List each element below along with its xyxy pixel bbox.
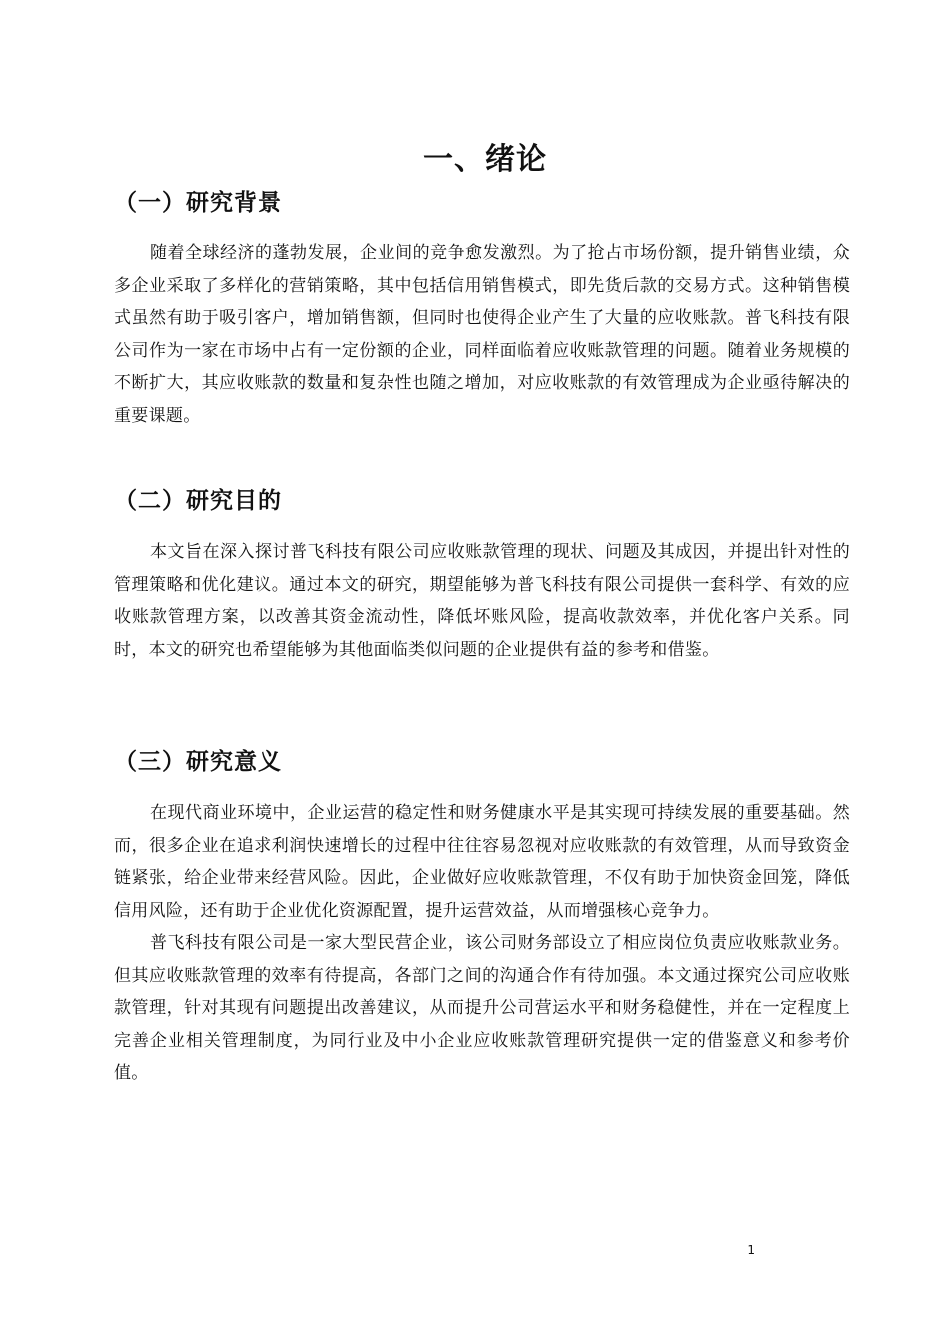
- section-heading: （三）研究意义: [114, 749, 282, 775]
- chapter-title: 一、绪论: [423, 142, 547, 178]
- section-heading: （一）研究背景: [114, 190, 282, 216]
- paragraph: 普飞科技有限公司是一家大型民营企业，该公司财务部设立了相应岗位负责应收账款业务。但其应收账款管理的效率有待提高，各部门之间的沟通合作有待加强。本文通过探究公司应收账款管理，针对其现有问题提出改善建议，从而提升公司营运水平和财务稳健性，并在一定程度上完善企业相关管理制度，为同行业及中小企业应收账款管理研究提供一定的借鉴意义和参考价值。: [114, 933, 850, 1083]
- page-number: 1: [747, 1243, 755, 1257]
- paragraph: 在现代商业环境中，企业运营的稳定性和财务健康水平是其实现可持续发展的重要基础。然而，很多企业在追求利润快速增长的过程中往往容易忽视对应收账款的有效管理，从而导致资金链紧张，给企业带来经营风险。因此，企业做好应收账款管理，不仅有助于加快资金回笼，降低信用风险，还有助于企业优化资源配置，提升运营效益，从而增强核心竞争力。: [114, 803, 850, 921]
- section-body: [114, 797, 850, 1090]
- section-research-background: [114, 186, 850, 432]
- section-heading: （二）研究目的: [114, 488, 282, 514]
- paragraph: 本文旨在深入探讨普飞科技有限公司应收账款管理的现状、问题及其成因，并提出针对性的管理策略和优化建议。通过本文的研究，期望能够为普飞科技有限公司提供一套科学、有效的应收账款管理方案，以改善其资金流动性，降低坏账风险，提高收款效率，并优化客户关系。同时，本文的研究也希望能够为其他面临类似问题的企业提供有益的参考和借鉴。: [114, 542, 850, 660]
- section-body: [114, 237, 850, 432]
- paragraph: 随着全球经济的蓬勃发展，企业间的竞争愈发激烈。为了抢占市场份额，提升销售业绩，众多企业采取了多样化的营销策略，其中包括信用销售模式，即先货后款的交易方式。这种销售模式虽然有助于吸引客户，增加销售额，但同时也使得企业产生了大量的应收账款。普飞科技有限公司作为一家在市场中占有一定份额的企业，同样面临着应收账款管理的问题。随着业务规模的不断扩大，其应收账款的数量和复杂性也随之增加，对应收账款的有效管理成为企业亟待解决的重要课题。: [114, 243, 850, 426]
- section-body: [114, 536, 850, 666]
- section-research-purpose: [114, 484, 850, 666]
- section-research-significance: [114, 745, 850, 1090]
